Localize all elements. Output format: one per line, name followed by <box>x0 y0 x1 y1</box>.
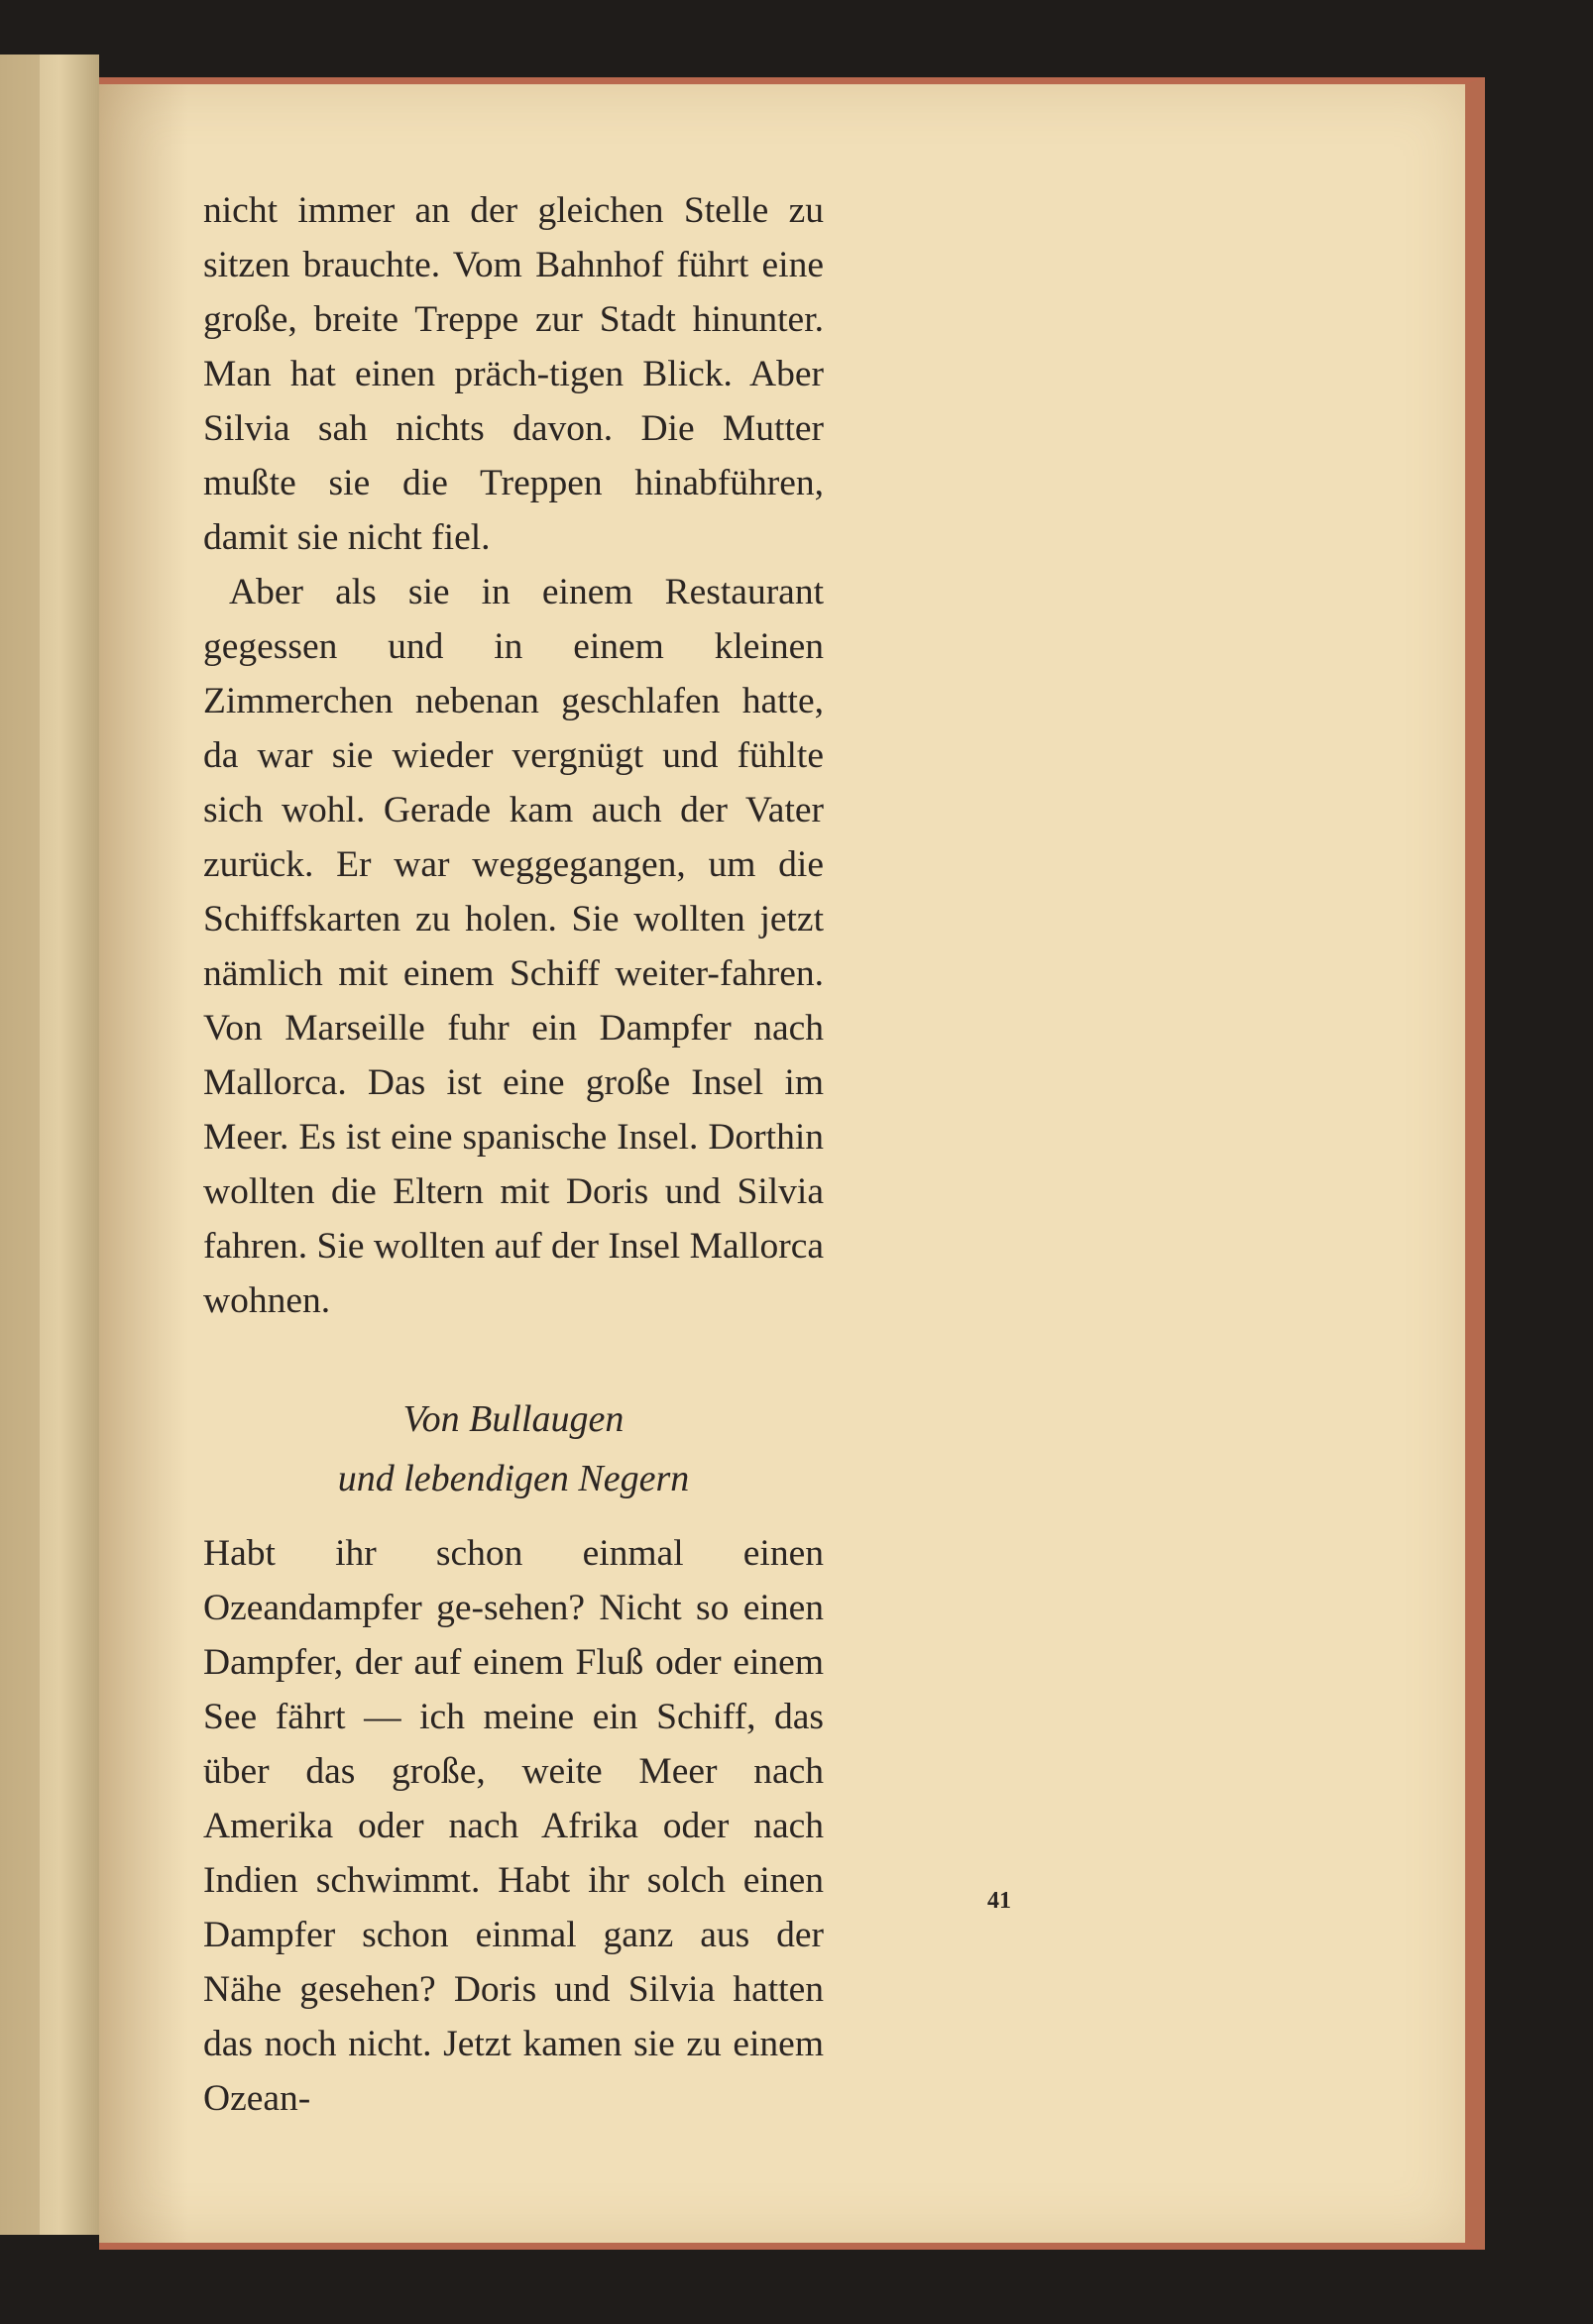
paragraph-2: Aber als sie in einem Restaurant gegessen und in einem kleinen Zimmerchen nebenan geschlafen hatte, da war sie wieder vergnügt und fühlte sich wohl. Gerade kam auch der Vater zurück. Er war weggegangen, um die Schiffskarten zu holen. Sie wollten jetzt nämlich mit einem Schiff weiter-fahren. Von Marseille fuhr ein Dampfer nach Mallorca. Das ist eine große Insel im Meer. Es ist eine spanische Insel. Dorthin wollten die Eltern mit Doris und Silvia fahren. Sie wollten auf der Insel Mallorca wohnen. <box>203 572 824 1321</box>
chapter-heading-line-2: und lebendigen Negern <box>337 1458 690 1499</box>
paragraph-1: nicht immer an der gleichen Stelle zu sitzen brauchte. Vom Bahnhof führt eine große, breite Treppe zur Stadt hinunter. Man hat einen präch-tigen Blick. Aber Silvia sah nichts davon. Die Mutter mußte sie die Treppen hinabführen, damit sie nicht fiel. <box>203 190 824 558</box>
paragraph-3: Habt ihr schon einmal einen Ozeandampfer ge-sehen? Nicht so einen Dampfer, der auf einem Fluß oder einem See fährt — ich meine ein Schiff, das über das große, weite Meer nach Amerika oder nach Afrika oder nach Indien schwimmt. Habt ihr solch einen Dampfer schon einmal ganz aus der Nähe gesehen? Doris und Silvia hatten das noch nicht. Jetzt kamen sie zu einem Ozean- <box>203 1533 824 2119</box>
book-cover-cloth <box>0 55 40 2235</box>
chapter-heading-line-1: Von Bullaugen <box>402 1398 625 1440</box>
page-number: 41 <box>987 1888 1011 1914</box>
page-gutter-shadow <box>99 84 188 2243</box>
page-text <box>203 183 824 2126</box>
